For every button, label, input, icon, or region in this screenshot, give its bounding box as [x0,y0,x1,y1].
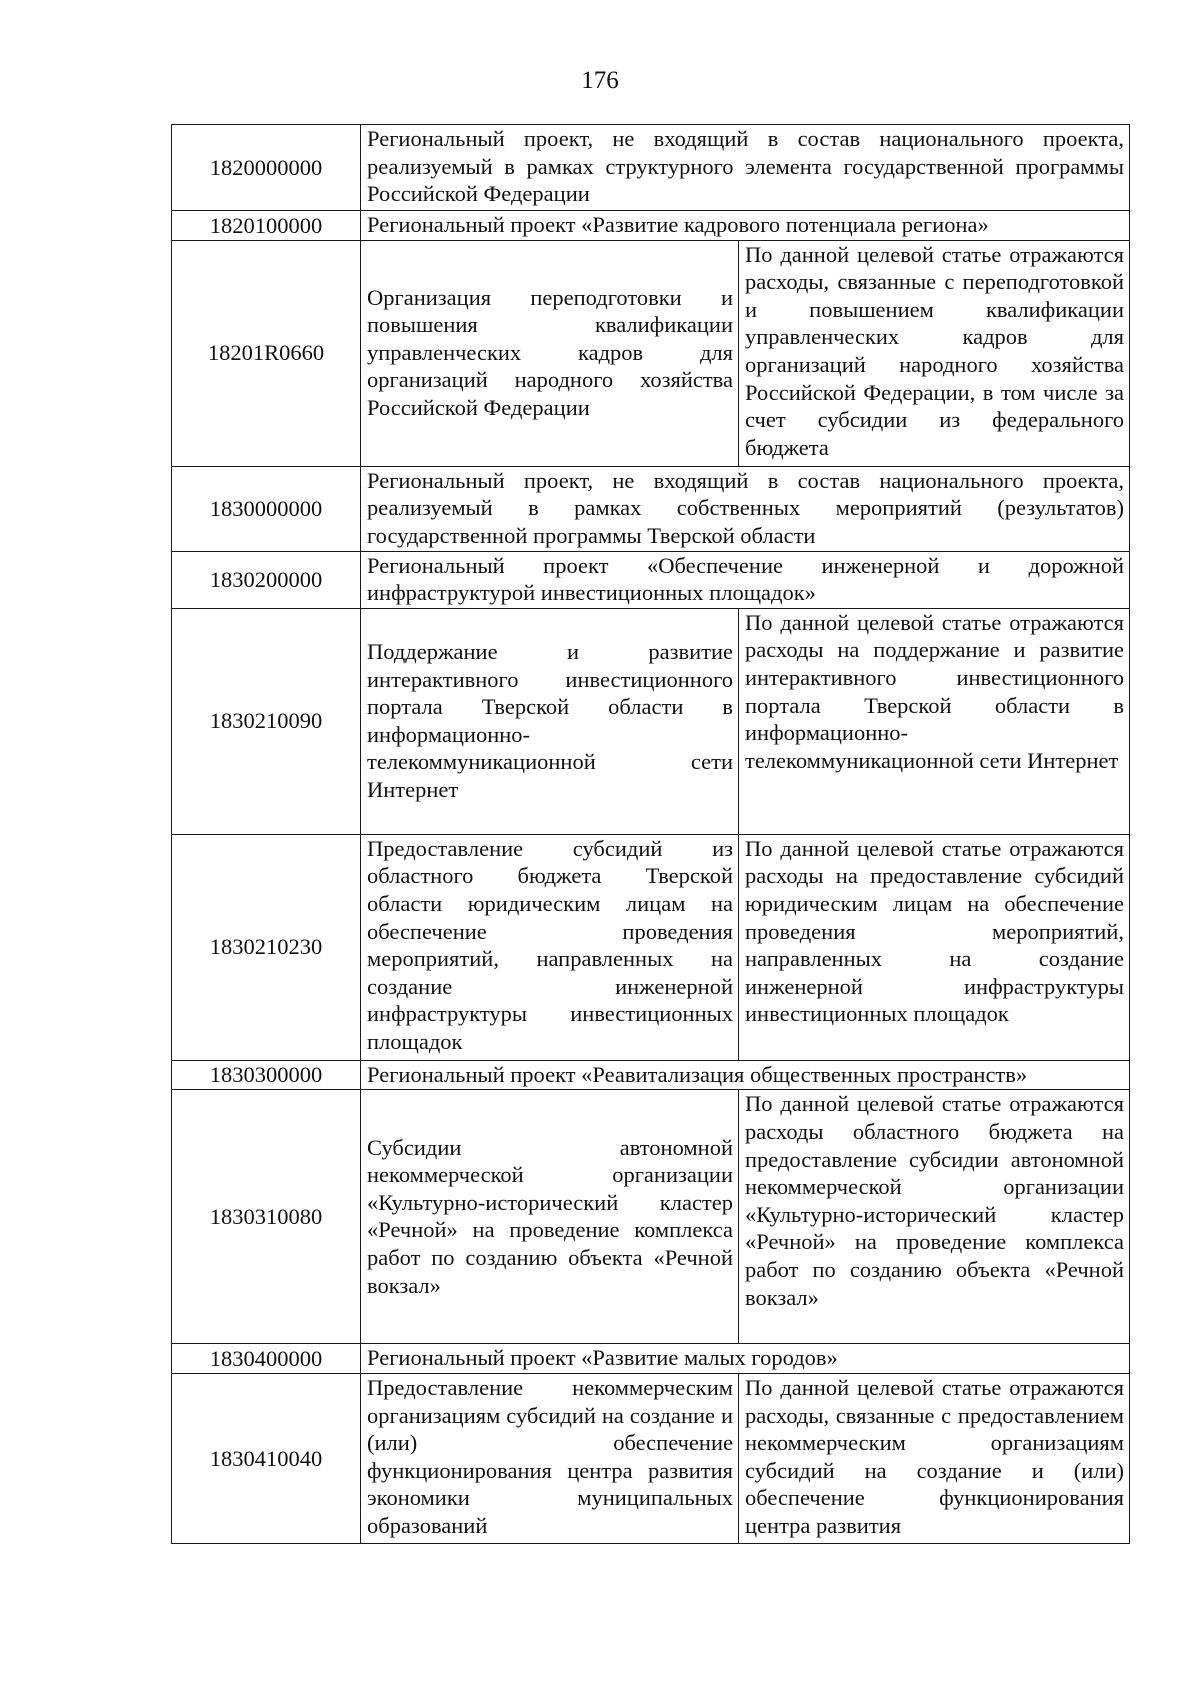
table-row [172,125,1130,211]
row-code: 1830400000 [172,1344,361,1374]
target-articles-table [171,124,1130,1544]
table-row [172,240,1130,466]
table-row [172,1060,1130,1090]
table-row [172,608,1130,834]
row-code: 1830210090 [172,608,361,834]
table-row [172,1090,1130,1344]
row-code: 18201R0660 [172,240,361,466]
row-code: 1830200000 [172,551,361,608]
row-code: 1830410040 [172,1373,361,1543]
row-name: Предоставление некоммерческим организациям субсидий на создание и (или) обеспечение функционирования центра развития экономики муниципальных образований [361,1373,739,1543]
row-code: 1830000000 [172,466,361,551]
table-row [172,1344,1130,1374]
row-name: Организация переподготовки и повышения квалификации управленческих кадров для организаций народного хозяйства Российской Федерации [361,240,739,466]
row-name: Региональный проект «Реавитализация общественных пространств» [361,1060,1130,1090]
row-code: 1820000000 [172,125,361,211]
table-row [172,466,1130,551]
row-name: Региональный проект «Развитие кадрового потенциала региона» [361,211,1130,241]
row-name: Поддержание и развитие интерактивного инвестиционного портала Тверской области в информационно-телекоммуникационной сети Интернет [361,608,739,834]
page-number: 176 [581,67,619,94]
table-row [172,834,1130,1060]
row-description: По данной целевой статье отражаются расходы на предоставление субсидий юридическим лицам на обеспечение проведения мероприятий, направленных на создание инженерной инфраструктуры инвестиционных площадок [739,834,1130,1060]
row-name: Региональный проект «Развитие малых городов» [361,1344,1130,1374]
table-row [172,1373,1130,1543]
row-name: Предоставление субсидий из областного бюджета Тверской области юридическим лицам на обеспечение проведения мероприятий, направленных на создание инженерной инфраструктуры инвестиционных площадок [361,834,739,1060]
row-description: По данной целевой статье отражаются расходы на поддержание и развитие интерактивного инвестиционного портала Тверской области в информационно-телекоммуникационной сети Интернет [739,608,1130,834]
row-description: По данной целевой статье отражаются расходы, связанные с переподготовкой и повышением квалификации управленческих кадров для организаций народного хозяйства Российской Федерации, в том числе за счет субсидии из федерального бюджета [739,240,1130,466]
table-row [172,551,1130,608]
row-description: По данной целевой статье отражаются расходы областного бюджета на предоставление субсидии автономной некоммерческой организации «Культурно-исторический кластер «Речной» на проведение комплекса работ по созданию объекта «Речной вокзал» [739,1090,1130,1344]
row-code: 1830210230 [172,834,361,1060]
row-description: По данной целевой статье отражаются расходы, связанные с предоставлением некоммерческим организациям субсидий на создание и (или) обеспечение функционирования центра развития [739,1373,1130,1543]
row-name: Региональный проект, не входящий в состав национального проекта, реализуемый в рамках структурного элемента государственной программы Российской Федерации [361,125,1130,211]
row-code: 1820100000 [172,211,361,241]
row-code: 1830310080 [172,1090,361,1344]
table-row [172,211,1130,241]
row-name: Субсидии автономной некоммерческой организации «Культурно-исторический кластер «Речной» на проведение комплекса работ по созданию объекта «Речной вокзал» [361,1090,739,1344]
row-code: 1830300000 [172,1060,361,1090]
row-name: Региональный проект, не входящий в состав национального проекта, реализуемый в рамках собственных мероприятий (результатов) государственной программы Тверской области [361,466,1130,551]
row-name: Региональный проект «Обеспечение инженерной и дорожной инфраструктурой инвестиционных площадок» [361,551,1130,608]
